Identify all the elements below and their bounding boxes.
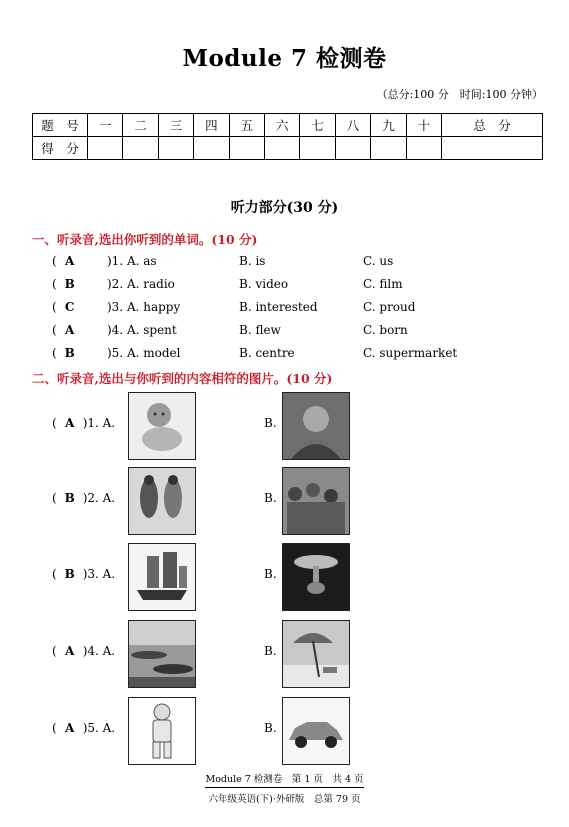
score-header-cell: 九: [371, 114, 406, 137]
score-table-score-row: [33, 137, 543, 160]
baby-picture: [128, 392, 196, 460]
picture-question-row: [52, 543, 532, 609]
answer-bracket: ( B: [52, 346, 83, 360]
man-picture: [282, 392, 350, 460]
score-cell[interactable]: [265, 137, 300, 160]
option-a: )3. A. happy: [107, 300, 181, 314]
score-cell[interactable]: [442, 137, 543, 160]
listening-section-title: 听力部分(30 分): [230, 200, 339, 216]
score-table-header-row: [33, 114, 543, 137]
answer-letter: A: [65, 416, 75, 430]
score-cell[interactable]: [194, 137, 229, 160]
dancers-picture: [128, 467, 196, 535]
part2-heading: 二、听录音,选出与你听到的内容相符的图片。(10 分): [32, 371, 333, 386]
question-row: [52, 277, 532, 295]
score-cell[interactable]: [158, 137, 193, 160]
answer-letter: B: [64, 491, 75, 505]
answer-bracket: ( A: [52, 323, 83, 337]
score-header-cell: 三: [158, 114, 193, 137]
score-table: [32, 113, 543, 160]
option-b-label: B.: [264, 721, 277, 735]
question-row: [52, 300, 532, 318]
option-b-label: B.: [264, 567, 277, 581]
page-footer: [0, 771, 569, 805]
answer-bracket: ( C: [52, 300, 83, 314]
option-a: )5. A. model: [107, 346, 181, 360]
answer-letter: A: [65, 644, 75, 658]
option-c: C. born: [363, 323, 408, 337]
beach-umbrella-picture: [282, 620, 350, 688]
astronaut-picture: [128, 697, 196, 765]
score-header-cell: 二: [123, 114, 158, 137]
option-b-label: B.: [264, 491, 277, 505]
page-title: Module 7 检测卷: [182, 45, 387, 72]
answer-letter: A: [65, 323, 75, 337]
score-row-label: 得 分: [33, 137, 88, 160]
score-cell[interactable]: [300, 137, 335, 160]
score-info: （总分:100 分 时间:100 分钟）: [376, 88, 543, 101]
picture-question-row: [52, 620, 532, 686]
score-header-cell: 八: [335, 114, 370, 137]
answer-bracket: ( A )1. A.: [52, 416, 116, 430]
answer-bracket: ( A )5. A.: [52, 721, 116, 735]
junk-ship-picture: [128, 543, 196, 611]
option-a: )4. A. spent: [107, 323, 177, 337]
answer-letter: C: [64, 300, 75, 314]
option-a-label: )4. A.: [82, 644, 116, 658]
score-cell[interactable]: [406, 137, 441, 160]
answer-bracket: ( A: [52, 254, 83, 268]
picture-question-row: [52, 467, 532, 533]
answer-letter: A: [65, 254, 75, 268]
question-row: [52, 346, 532, 364]
option-a: )2. A. radio: [107, 277, 175, 291]
option-b-label: B.: [264, 416, 277, 430]
option-a: )1. A. as: [107, 254, 157, 268]
airplanes-picture: [128, 620, 196, 688]
score-header-cell: 四: [194, 114, 229, 137]
answer-letter: B: [64, 346, 75, 360]
option-a-label: )2. A.: [82, 491, 116, 505]
option-b: B. interested: [239, 300, 318, 314]
crowd-picture: [282, 467, 350, 535]
score-header-cell: 七: [300, 114, 335, 137]
score-cell[interactable]: [123, 137, 158, 160]
answer-bracket: ( B )3. A.: [52, 567, 116, 581]
option-b: B. video: [239, 277, 289, 291]
answer-bracket: ( B: [52, 277, 83, 291]
option-c: C. film: [363, 277, 403, 291]
option-c: C. us: [363, 254, 394, 268]
car-picture: [282, 697, 350, 765]
option-b: B. is: [239, 254, 266, 268]
option-c: C. proud: [363, 300, 416, 314]
option-a-label: )5. A.: [82, 721, 116, 735]
spaceship-picture: [282, 543, 350, 611]
question-row: [52, 323, 532, 341]
option-a-label: )3. A.: [82, 567, 116, 581]
option-b: B. flew: [239, 323, 281, 337]
score-cell[interactable]: [229, 137, 264, 160]
answer-bracket: ( A )4. A.: [52, 644, 116, 658]
option-b-label: B.: [264, 644, 277, 658]
score-cell[interactable]: [335, 137, 370, 160]
score-cell[interactable]: [88, 137, 123, 160]
footer-line-2: 六年级英语(下)·外研版 总第 79 页: [208, 794, 361, 805]
score-header-cell: 题 号: [33, 114, 88, 137]
score-cell[interactable]: [371, 137, 406, 160]
answer-letter: A: [65, 721, 75, 735]
score-header-cell: 总 分: [442, 114, 543, 137]
answer-letter: B: [64, 277, 75, 291]
picture-question-row: [52, 392, 532, 458]
part1-heading: 一、听录音,选出你听到的单词。(10 分): [32, 232, 258, 247]
question-row: [52, 254, 532, 272]
score-header-cell: 六: [265, 114, 300, 137]
picture-question-row: [52, 697, 532, 763]
answer-bracket: ( B )2. A.: [52, 491, 116, 505]
score-header-cell: 五: [229, 114, 264, 137]
option-c: C. supermarket: [363, 346, 458, 360]
answer-letter: B: [64, 567, 75, 581]
option-a-label: )1. A.: [82, 416, 116, 430]
score-header-cell: 十: [406, 114, 441, 137]
option-b: B. centre: [239, 346, 295, 360]
footer-line-1: Module 7 检测卷 第 1 页 共 4 页: [205, 771, 363, 788]
score-header-cell: 一: [88, 114, 123, 137]
